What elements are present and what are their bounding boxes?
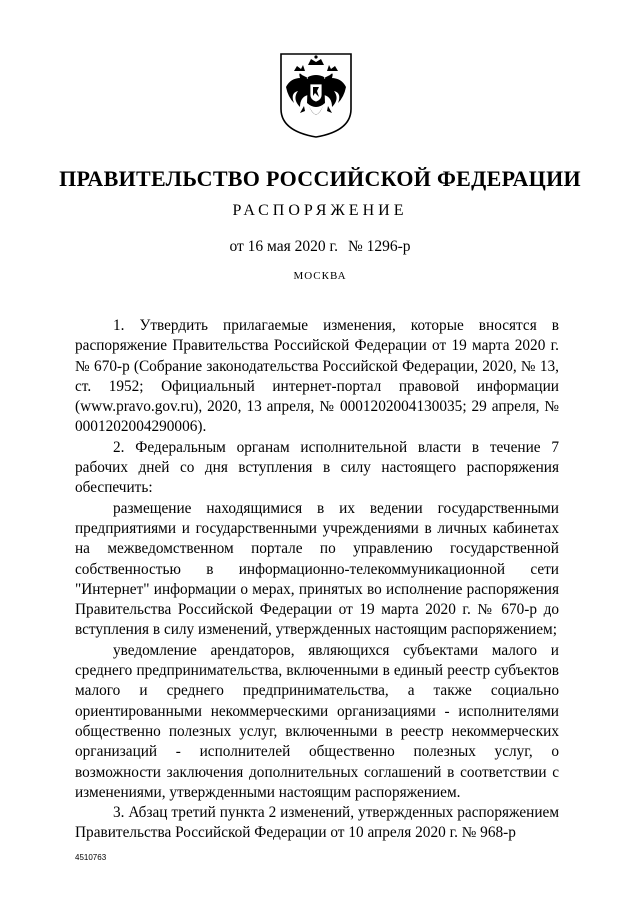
- document-body: [75, 316, 559, 844]
- paragraph-3: размещение находящимися в их ведении государственными предприятиями и государственными учреждениями в личных кабинетах на межведомственном портале по управлению государственной собственностью в информационно-телекоммуникационной сети "Интернет" информации о мерах, принятых во исполнение распоряжения Правительства Российской Федерации от 19 марта 2020 г. № 670-р до вступления в силу изменений, утвержденных настоящим распоряжением;: [75, 499, 559, 639]
- paragraph-4: уведомление арендаторов, являющихся субъектами малого и среднего предпринимательства, включенными в единый реестр субъектов малого и среднего предпринимательства, а также социально ориентированными некоммерческими организациями - исполнителями общественно полезных услуг, включенными в реестр некоммерческих организаций - исполнителей общественно полезных услуг, о возможности заключения дополнительных соглашений в соответствии с изменениями, утвержденными настоящим распоряжением.: [75, 641, 559, 801]
- russian-coat-of-arms-icon: [278, 51, 354, 139]
- city-name: МОСКВА: [293, 270, 347, 282]
- issuer-title: ПРАВИТЕЛЬСТВО РОССИЙСКОЙ ФЕДЕРАЦИИ: [59, 166, 581, 191]
- date-number-line: [0, 238, 640, 256]
- document-date: от 16 мая 2020 г.: [229, 238, 338, 255]
- paragraph-5: 3. Абзац третий пункта 2 изменений, утвержденных распоряжением Правительства Российской Федерации от 10 апреля 2020 г. № 968-р: [75, 804, 559, 842]
- paragraph-2: 2. Федеральным органам исполнительной власти в течение 7 рабочих дней со дня вступления в силу настоящего распоряжения обеспечить:: [75, 438, 559, 497]
- document-number: № 1296-р: [347, 238, 411, 255]
- document-type: РАСПОРЯЖЕНИЕ: [232, 202, 408, 219]
- paragraph-1: 1. Утвердить прилагаемые изменения, которые вносятся в распоряжение Правительства Российской Федерации от 19 марта 2020 г. № 670-р (Собрание законодательства Российской Федерации, 2020, № 13, ст. 1952; Официальный интернет-портал правовой информации (www.pravo.gov.ru), 2020, 13 апреля, № 0001202004130035; 29 апреля, № 0001202004290006).: [75, 317, 559, 436]
- document-code: 4510763: [75, 853, 107, 862]
